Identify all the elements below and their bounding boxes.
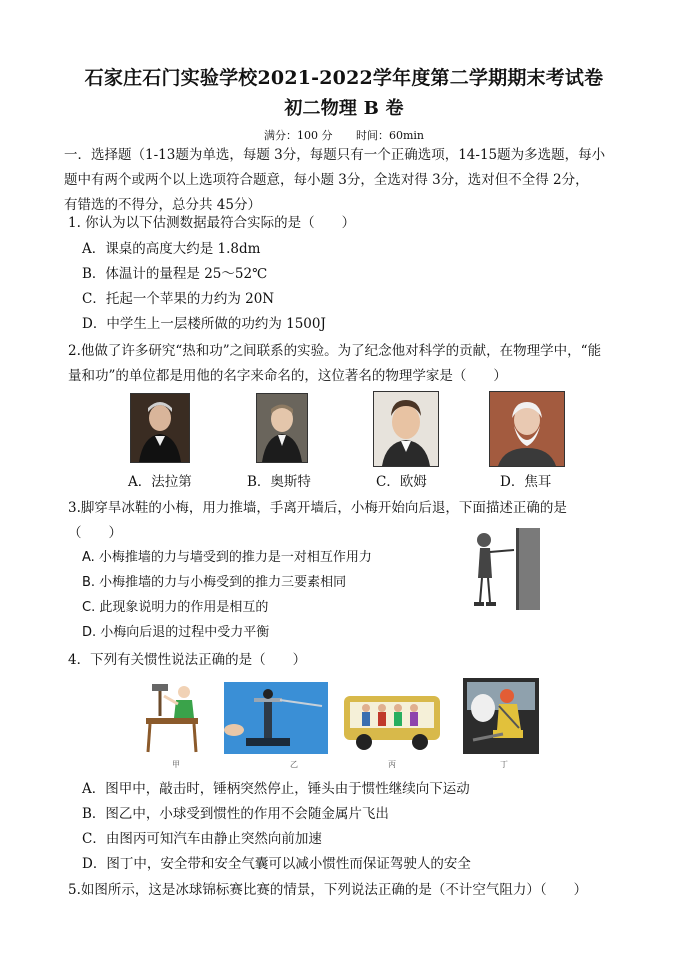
q3-option-a: A. 小梅推墙的力与墙受到的推力是一对相互作用力 [82,550,372,565]
question-2-stem [68,339,633,389]
fig-label-ding: 丁 [500,760,508,769]
q2-stem-line: 量和功”的单位都是用他的名字来命名的，这位著名的物理学家是（ ） [68,368,507,384]
section-instructions [64,143,634,218]
instruction-line: 有错选的不得分，总分共 45分） [64,197,261,213]
figure-bing-bus [342,686,444,754]
question-1-stem: 1. 你认为以下估测数据最符合实际的是（ ） [68,215,356,231]
q3-option-d: D. 小梅向后退的过程中受力平衡 [82,625,270,640]
caption-c: C．欧姆 [376,474,427,490]
fig-label-bing: 丙 [388,760,396,769]
figure-ding-airbag [463,678,539,754]
fig-label-jia: 甲 [172,760,180,769]
wall-push-figure [468,526,544,614]
exam-time: 时间：60min [355,129,425,142]
full-score: 满分：100 分 [263,129,333,142]
question-3-stem [68,496,633,546]
q4-option-d: D．图丁中，安全带和安全气囊可以减小惯性而保证驾驶人的安全 [82,856,471,872]
q1-option-d: D．中学生上一层楼所做的功约为 1500J [82,316,326,332]
instruction-line: 一．选择题（1-13题为单选，每题 3分，每题只有一个正确选项，14-15题为多选题，每小 [64,147,606,163]
caption-d: D．焦耳 [500,474,552,490]
portrait-oersted [256,393,308,463]
q4-option-c: C．由图丙可知汽车由静止突然向前加速 [82,831,322,847]
portrait-faraday [130,393,190,463]
q3-stem-line: （ ） [68,525,122,541]
q4-option-b: B．图乙中，小球受到惯性的作用不会随金属片飞出 [82,806,389,822]
q1-option-b: B．体温计的量程是 25～52℃ [82,266,268,282]
caption-b: B．奥斯特 [247,474,311,490]
exam-meta [0,127,688,143]
portrait-joule [489,391,565,467]
question-5-stem: 5.如图所示，这是冰球锦标赛比赛的情景，下列说法正确的是（不计空气阻力）（ ） [68,882,588,898]
q2-stem-line: 2.他做了许多研究“热和功”之间联系的实验。为了纪念他对科学的贡献，在物理学中，“能 [68,343,602,359]
figure-yi-ball [224,682,328,754]
fig-label-yi: 乙 [290,760,298,769]
portrait-ohm [373,391,439,467]
q1-option-a: A．课桌的高度大约是 1.8dm [82,241,261,257]
q3-option-c: C. 此现象说明力的作用是相互的 [82,600,269,615]
exam-subtitle: 初二物理 B 卷 [284,98,404,119]
figure-jia-hammer [140,678,212,754]
exam-title: 石家庄石门实验学校2021-2022学年度第二学期期末考试卷 [84,67,604,89]
instruction-line: 题中有两个或两个以上选项符合题意，每小题 3分，全选对得 3分，选对但不全得 2分， [64,172,589,188]
q1-option-c: C．托起一个苹果的力约为 20N [82,291,275,307]
caption-a: A．法拉第 [128,474,192,490]
question-4-stem: 4．下列有关惯性说法正确的是（ ） [68,652,307,668]
q4-option-a: A．图甲中，敲击时，锤柄突然停止，锤头由于惯性继续向下运动 [82,781,470,797]
q3-stem-line: 3.脚穿旱冰鞋的小梅，用力推墙，手离开墙后，小梅开始向后退，下面描述正确的是 [68,500,567,516]
q3-option-b: B. 小梅推墙的力与小梅受到的推力三要素相同 [82,575,347,590]
